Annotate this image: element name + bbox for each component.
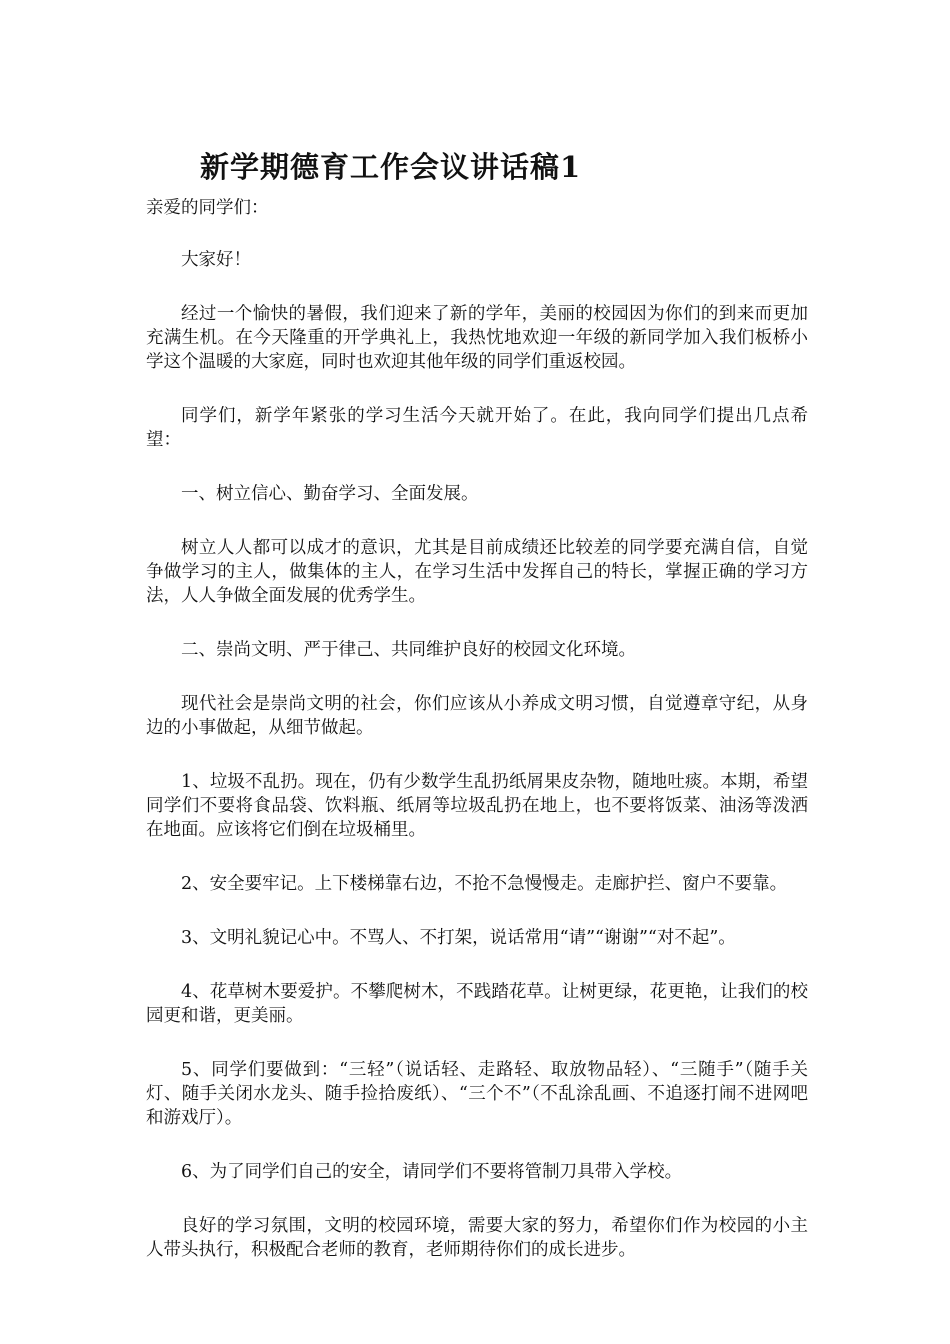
paragraph-greeting: 大家好！ bbox=[181, 250, 251, 270]
paragraph-closing: 良好的学习氛围，文明的校园环境，需要大家的努力，希望你们作为校园的小主人带头执行，积极配合老师的教育，老师期待你们的成长进步。 bbox=[146, 1216, 808, 1260]
list-item-2: 2、安全要牢记。上下楼梯靠右边，不抢不急慢慢走。走廊护拦、窗户不要靠。 bbox=[181, 874, 788, 894]
section-heading-2: 二、崇尚文明、严于律己、共同维护良好的校园文化环境。 bbox=[181, 640, 636, 660]
section-heading-1: 一、树立信心、勤奋学习、全面发展。 bbox=[181, 484, 479, 504]
list-item-3: 3、文明礼貌记心中。不骂人、不打架，说话常用“请”“谢谢”“对不起”。 bbox=[181, 928, 736, 948]
paragraph-welcome: 经过一个愉快的暑假，我们迎来了新的学年，美丽的校园因为你们的到来而更加充满生机。在今天隆重的开学典礼上，我热忱地欢迎一年级的新同学加入我们板桥小学这个温暖的大家庭，同时也欢迎其他年级的同学们重返校园。 bbox=[146, 304, 808, 372]
list-item-5: 5、同学们要做到：“三轻”（说话轻、走路轻、取放物品轻）、“三随手”（随手关灯、随手关闭水龙头、随手捡拾废纸）、“三个不”（不乱涂乱画、不追逐打闹不进网吧和游戏厅）。 bbox=[146, 1060, 808, 1128]
salutation: 亲爱的同学们： bbox=[146, 198, 269, 218]
document-title: 新学期德育工作会议讲话稿1 bbox=[200, 150, 582, 185]
list-item-6: 6、为了同学们自己的安全，请同学们不要将管制刀具带入学校。 bbox=[181, 1162, 683, 1182]
paragraph-section-1: 树立人人都可以成才的意识，尤其是目前成绩还比较差的同学要充满自信，自觉争做学习的主人，做集体的主人，在学习生活中发挥自己的特长，掌握正确的学习方法，人人争做全面发展的优秀学生。 bbox=[146, 538, 808, 606]
paragraph-hopes-intro: 同学们，新学年紧张的学习生活今天就开始了。在此，我向同学们提出几点希望： bbox=[146, 406, 808, 450]
paragraph-section-2: 现代社会是崇尚文明的社会，你们应该从小养成文明习惯，自觉遵章守纪，从身边的小事做起，从细节做起。 bbox=[146, 694, 808, 738]
document-body bbox=[146, 196, 808, 1292]
list-item-4: 4、花草树木要爱护。不攀爬树木，不践踏花草。让树更绿，花更艳，让我们的校园更和谐，更美丽。 bbox=[146, 982, 808, 1026]
list-item-1: 1、垃圾不乱扔。现在，仍有少数学生乱扔纸屑果皮杂物，随地吐痰。本期，希望同学们不要将食品袋、饮料瓶、纸屑等垃圾乱扔在地上，也不要将饭菜、油汤等泼洒在地面。应该将它们倒在垃圾桶里。 bbox=[146, 772, 808, 840]
